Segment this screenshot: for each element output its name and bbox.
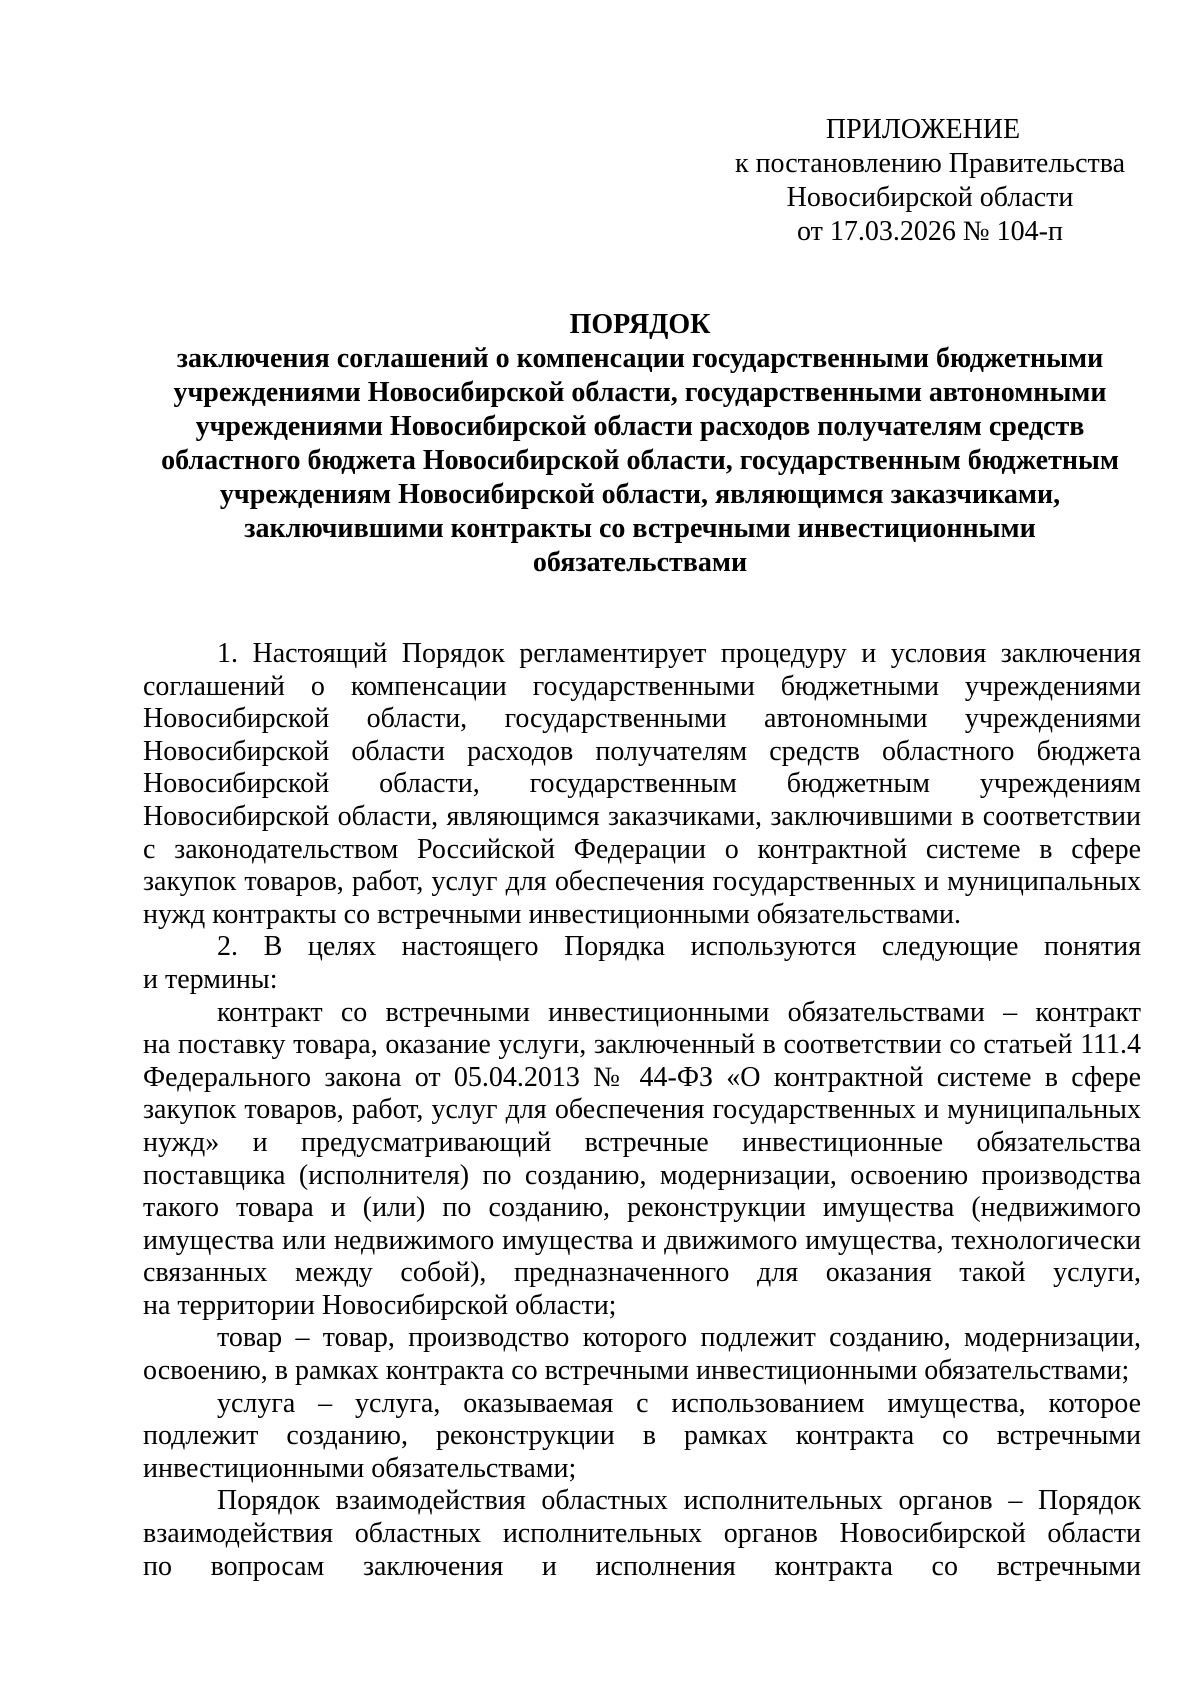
appendix-header [720,113,1140,249]
paragraph-1 [143,638,1141,931]
text-line: 1. Настоящий Порядок регламентирует процедуру и условия заключения [217,638,1141,669]
text-line: Новосибирской области расходов получателям средств областного бюджета [143,735,1141,767]
text-line: Порядок взаимодействия областных исполнительных органов – Порядок [217,1485,1141,1517]
title-subtitle-line: учреждениям Новосибирской области, являющимся заказчиками, [219,479,1061,510]
text-line: Новосибирской области, государственными автономными учреждениями [143,703,1141,735]
text-line: нужд» и предусматривающий встречные инвестиционные обязательства [143,1126,1141,1158]
appendix-title: ПРИЛОЖЕНИЕ [825,114,1021,145]
definition-interaction-procedure [143,1485,1141,1583]
text-line: 2. В целях настоящего Порядка используются следующие понятия [217,931,1141,963]
text-line: товар – товар, производство которого подлежит созданию, модернизации, [217,1322,1141,1354]
text-line: Новосибирской области, являющимся заказчиками, заключившими в соответствии [143,800,1141,832]
document-title [140,308,1140,580]
text-line: Новосибирской области, государственным бюджетным учреждениям [143,768,1141,800]
text-line: на территории Новосибирской области; [143,1289,617,1321]
text-line: взаимодействия областных исполнительных органов Новосибирской области [143,1518,1141,1550]
text-line: закупок товаров, работ, услуг для обеспечения государственных и муниципальных [143,866,1141,898]
text-line: нужд контракты со встречными инвестиционными обязательствами. [143,898,961,930]
text-line: такого товара и (или) по созданию, реконструкции имущества (недвижимого [143,1192,1141,1224]
text-line: соглашений о компенсации государственными бюджетными учреждениями [143,670,1141,702]
text-line: услуга – услуга, оказываемая с использованием имущества, которое [217,1387,1141,1419]
text-line: контракт со встречными инвестиционными обязательствами – контракт [217,996,1141,1028]
title-subtitle-line: обязательствами [532,547,748,578]
text-line: освоению, в рамках контракта со встречными инвестиционными обязательствами; [143,1355,1130,1387]
text-line: на поставку товара, оказание услуги, заключенный в соответствии со статьей 111.4 [143,1029,1141,1061]
definition-service [143,1388,1141,1486]
title-heading: ПОРЯДОК [569,309,711,340]
text-line: поставщика (исполнителя) по созданию, модернизации, освоению производства [143,1159,1141,1191]
text-line: инвестиционными обязательствами; [143,1452,577,1484]
title-subtitle-line: заключившими контракты со встречными инвестиционными [244,513,1036,544]
definition-goods [143,1322,1141,1387]
text-line: с законодательством Российской Федерации о контрактной системе в сфере [143,833,1141,865]
document-body [143,638,1141,1583]
text-line: закупок товаров, работ, услуг для обеспечения государственных и муниципальных [143,1094,1141,1126]
definition-contract [143,997,1141,1323]
text-line: Федерального закона от 05.04.2013 № 44-ФЗ «О контрактной системе в сфере [143,1061,1141,1093]
title-subtitle-line: учреждениями Новосибирской области расходов получателям средств [195,411,1085,442]
text-line: по вопросам заключения и исполнения контракта со встречными [143,1550,1141,1582]
text-line: и термины: [143,963,278,995]
title-subtitle-line: областного бюджета Новосибирской области, государственным бюджетным [161,445,1119,476]
text-line: подлежит созданию, реконструкции в рамках контракта со встречными [143,1420,1141,1452]
appendix-region: Новосибирской области [786,182,1074,213]
appendix-reference: к постановлению Правительства [734,148,1126,179]
title-subtitle-line: заключения соглашений о компенсации государственными бюджетными [176,343,1104,374]
appendix-date-number: от 17.03.2026 № 104-п [797,216,1063,247]
title-subtitle-line: учреждениями Новосибирской области, государственными автономными [173,377,1107,408]
paragraph-2 [143,931,1141,996]
text-line: связанных между собой), предназначенного для оказания такой услуги, [143,1257,1141,1289]
text-line: имущества или недвижимого имущества и движимого имущества, технологически [143,1224,1141,1256]
